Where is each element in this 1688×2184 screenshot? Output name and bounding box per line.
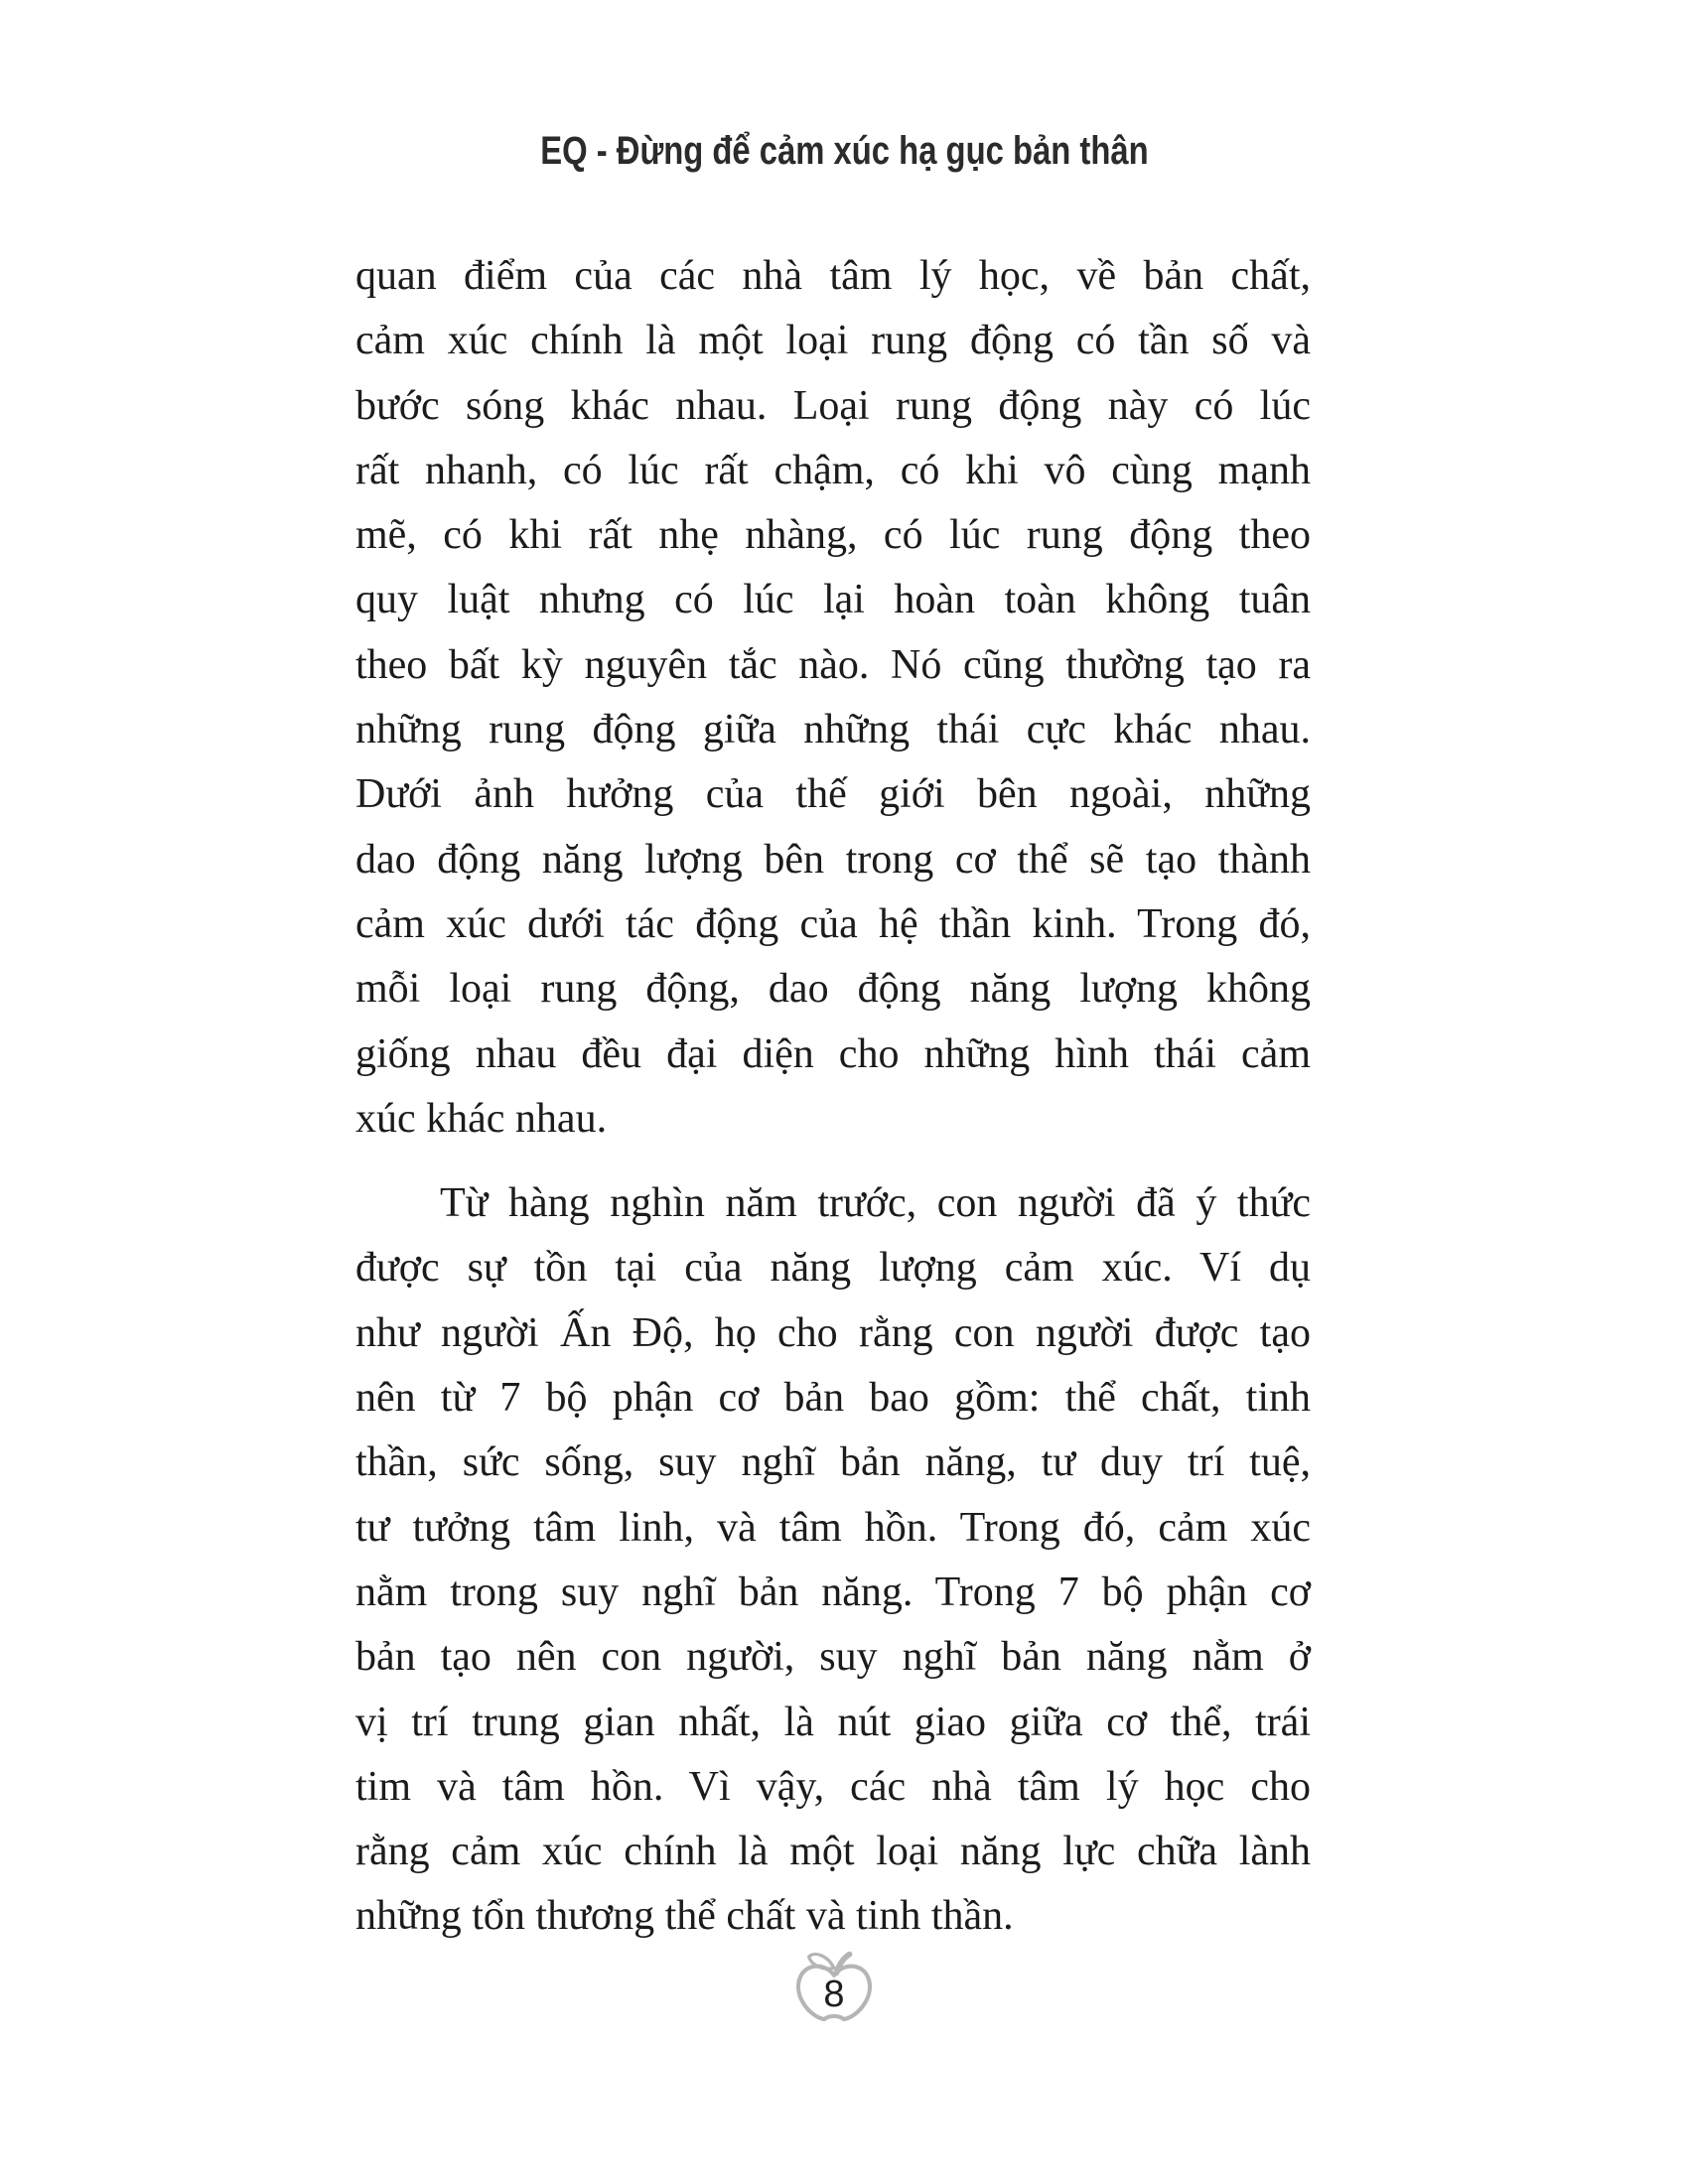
text-line: được sự tồn tại của năng lượng cảm xúc. Ví dụ <box>355 1245 1311 1292</box>
text-line: giống nhau đều đại diện cho những hình thái cảm <box>355 1030 1311 1077</box>
paragraph-2 <box>355 1171 1311 1950</box>
running-header <box>0 129 1688 174</box>
text-line: xúc khác nhau. <box>355 1095 608 1142</box>
text-line: nằm trong suy nghĩ bản năng. Trong 7 bộ phận cơ <box>355 1569 1311 1615</box>
text-line: dao động năng lượng bên trong cơ thể sẽ tạo thành <box>355 836 1311 883</box>
text-line: rằng cảm xúc chính là một loại năng lực chữa lành <box>355 1829 1311 1875</box>
text-line: thần, sức sống, suy nghĩ bản năng, tư duy trí tuệ, <box>355 1439 1311 1486</box>
text-line: Dưới ảnh hưởng của thế giới bên ngoài, những <box>355 771 1311 818</box>
page-footer <box>789 1948 879 2033</box>
text-line: tim và tâm hồn. Vì vậy, các nhà tâm lý học cho <box>355 1763 1311 1810</box>
text-line: Từ hàng nghìn năm trước, con người đã ý thức <box>440 1180 1311 1227</box>
text-line: nên từ 7 bộ phận cơ bản bao gồm: thể chất, tinh <box>355 1375 1311 1422</box>
text-line: bước sóng khác nhau. Loại rung động này có lúc <box>355 382 1311 429</box>
text-line: quan điểm của các nhà tâm lý học, về bản chất, <box>355 253 1311 299</box>
text-line: tư tưởng tâm linh, và tâm hồn. Trong đó, cảm xúc <box>355 1504 1311 1551</box>
text-line: cảm xúc chính là một loại rung động có tần số và <box>355 318 1311 364</box>
text-line: những tổn thương thể chất và tinh thần. <box>355 1893 1014 1940</box>
text-line: theo bất kỳ nguyên tắc nào. Nó cũng thường tạo ra <box>355 641 1311 688</box>
page-number: 8 <box>823 1974 845 2015</box>
paragraph-1 <box>355 244 1311 1152</box>
running-header-title: EQ - Đừng để cảm xúc hạ gục bản thân <box>539 129 1149 173</box>
text-line: như người Ấn Độ, họ cho rằng con người được tạo <box>355 1309 1311 1356</box>
text-line: vị trí trung gian nhất, là nút giao giữa cơ thể, trái <box>355 1699 1311 1745</box>
page-body <box>355 244 1311 1950</box>
text-line: rất nhanh, có lúc rất chậm, có khi vô cùng mạnh <box>355 447 1311 493</box>
text-line: mỗi loại rung động, dao động năng lượng không <box>355 966 1311 1013</box>
text-line: quy luật nhưng có lúc lại hoàn toàn không tuân <box>355 577 1311 623</box>
text-line: bản tạo nên con người, suy nghĩ bản năng nằm ở <box>355 1634 1311 1681</box>
text-line: cảm xúc dưới tác động của hệ thần kinh. Trong đó, <box>355 900 1311 947</box>
text-line: những rung động giữa những thái cực khác nhau. <box>355 707 1311 753</box>
text-line: mẽ, có khi rất nhẹ nhàng, có lúc rung động theo <box>355 512 1311 559</box>
